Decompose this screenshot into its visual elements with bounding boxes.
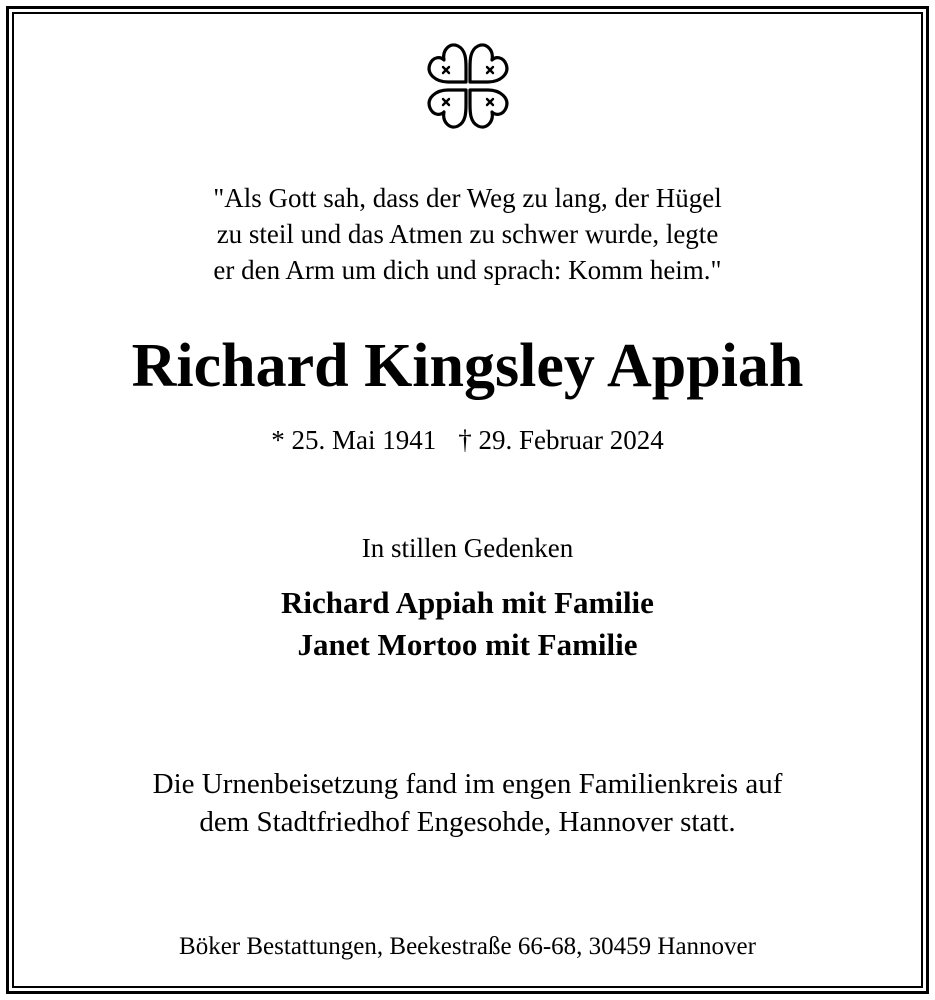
- life-dates: [0, 422, 935, 458]
- undertaker-address: Böker Bestattungen, Beekestraße 66-68, 30459 Hannover: [179, 933, 756, 960]
- burial-notice: [0, 765, 935, 841]
- death-date: † 29. Februar 2024: [458, 425, 664, 455]
- quote-line: er den Arm um dich und sprach: Komm heim.": [213, 255, 722, 285]
- birth-date: * 25. Mai 1941: [271, 425, 437, 455]
- burial-line: Die Urnenbeisetzung fand im engen Familienkreis auf: [152, 768, 783, 800]
- farewell-quote: [0, 180, 935, 288]
- quote-line: "Als Gott sah, dass der Weg zu lang, der Hügel: [213, 183, 722, 213]
- quote-line: zu steil und das Atmen zu schwer wurde, legte: [216, 219, 719, 249]
- memorial-phrase: In stillen Gedenken: [361, 533, 574, 563]
- mourner-entry: Janet Mortoo mit Familie: [297, 627, 638, 662]
- mourner-entry: Richard Appiah mit Familie: [281, 585, 654, 620]
- four-leaf-clover-icon: [412, 30, 524, 142]
- notice-inner-border: [12, 12, 923, 988]
- mourners-list: [0, 582, 935, 666]
- burial-line: dem Stadtfriedhof Engesohde, Hannover statt.: [199, 806, 736, 838]
- deceased-name: Richard Kingsley Appiah: [131, 332, 804, 400]
